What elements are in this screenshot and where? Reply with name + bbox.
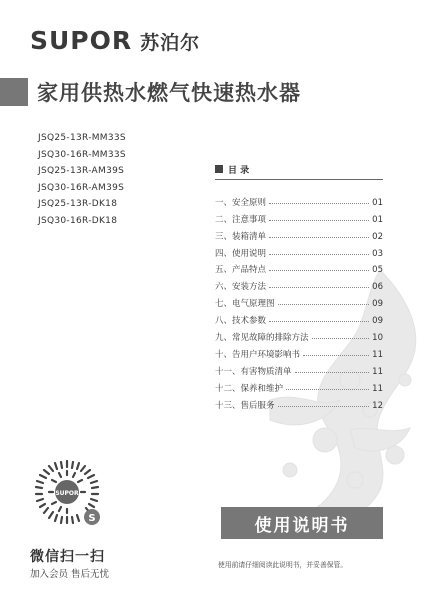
toc-leader-dots: [269, 270, 369, 271]
toc-leader-dots: [286, 389, 369, 390]
toc-leader-dots: [312, 338, 370, 339]
toc-entry[interactable]: [215, 309, 383, 326]
footer-notice-line-1: 使用前请仔细阅读此说明书，并妥善保管。: [218, 561, 348, 569]
toc-entry-label: 十一、有害物质清单: [215, 366, 292, 377]
logo-brand-name: SUPOR: [30, 26, 133, 55]
toc-entry-label: 十、告用户环境影响书: [215, 349, 301, 360]
title-band: [0, 78, 433, 108]
toc-entry-page: 12: [372, 400, 383, 411]
toc-entry[interactable]: [215, 377, 383, 394]
toc-entry-label: 十二、保养和维护: [215, 383, 284, 394]
toc-entry-page: 11: [372, 349, 383, 360]
toc-heading-text: 目 录: [228, 165, 250, 176]
toc-entry-label: 五、产品特点: [215, 265, 267, 276]
qr-code-image: [28, 453, 106, 537]
model-number: JSQ25-13R-AM39S: [38, 166, 125, 177]
toc-leader-dots: [303, 355, 369, 356]
toc-entry-page: 09: [372, 316, 383, 327]
model-number: JSQ25-13R-MM33S: [38, 133, 126, 143]
toc-entry-label: 七、电气原理图: [215, 299, 275, 310]
toc-entry-page: 09: [372, 299, 383, 310]
qr-caption: 微信扫一扫: [30, 549, 105, 565]
toc-entry-label: 六、安装方法: [215, 282, 267, 293]
toc-leader-dots: [269, 237, 369, 238]
toc-entry-page: 03: [372, 248, 383, 259]
toc-entry[interactable]: [215, 275, 383, 292]
table-of-contents: [215, 162, 383, 411]
toc-entry-page: 05: [372, 265, 383, 276]
toc-entry-page: 11: [372, 366, 383, 377]
toc-entry[interactable]: [215, 225, 383, 242]
toc-entry-label: 三、装箱清单: [215, 231, 267, 242]
toc-entry[interactable]: [215, 242, 383, 259]
model-number: JSQ25-13R-DK18: [38, 199, 118, 210]
footer-notice: [218, 561, 408, 570]
qr-subcaption: 加入会员 售后无忧: [30, 569, 110, 580]
toc-leader-dots: [269, 321, 369, 322]
toc-entry-page: 01: [372, 197, 383, 208]
svg-text:S: S: [88, 513, 96, 524]
toc-leader-dots: [269, 220, 369, 221]
toc-entry[interactable]: [215, 343, 383, 360]
toc-entry-label: 二、注意事项: [215, 214, 267, 225]
model-number: JSQ30-16R-DK18: [38, 215, 118, 226]
model-number: JSQ30-16R-MM33S: [38, 149, 126, 160]
toc-entry[interactable]: [215, 208, 383, 225]
toc-entry-page: 06: [372, 282, 383, 293]
toc-entry-page: 02: [372, 231, 383, 242]
model-list: [38, 130, 126, 230]
toc-entry-page: 10: [372, 333, 383, 344]
toc-list: [215, 191, 383, 411]
toc-entry-page: 01: [372, 214, 383, 225]
title-marker-block: [0, 78, 28, 106]
toc-entry-label: 九、常见故障的排除方法: [215, 333, 309, 344]
supor-logo: [30, 26, 200, 55]
toc-entry[interactable]: [215, 259, 383, 276]
toc-leader-dots: [269, 203, 369, 204]
logo-brand-name-cn: 苏泊尔: [140, 32, 201, 54]
manual-label-banner: [221, 507, 383, 539]
toc-entry-label: 四、使用说明: [215, 248, 267, 259]
toc-heading-marker: [215, 165, 223, 173]
manual-label-text: 使用说明书: [254, 515, 350, 536]
wechat-mini-program-code[interactable]: [28, 453, 106, 537]
toc-entry-label: 八、技术参数: [215, 316, 267, 327]
toc-leader-dots: [278, 304, 370, 305]
toc-leader-dots: [278, 406, 370, 407]
toc-entry[interactable]: [215, 360, 383, 377]
toc-entry[interactable]: [215, 191, 383, 208]
toc-leader-dots: [269, 287, 369, 288]
toc-entry-label: 一、安全原则: [215, 197, 267, 208]
qr-center-label: SUPOR: [55, 490, 79, 497]
toc-entry[interactable]: [215, 326, 383, 343]
toc-entry[interactable]: [215, 394, 383, 411]
toc-entry-label: 十三、售后服务: [215, 400, 275, 411]
toc-leader-dots: [269, 254, 369, 255]
toc-leader-dots: [295, 372, 370, 373]
document-title: 家用供热水燃气快速热水器: [37, 81, 301, 105]
toc-entry[interactable]: [215, 292, 383, 309]
toc-entry-page: 11: [372, 383, 383, 394]
model-number: JSQ30-16R-AM39S: [38, 182, 125, 193]
toc-divider: [215, 179, 383, 180]
toc-heading: [215, 162, 383, 176]
